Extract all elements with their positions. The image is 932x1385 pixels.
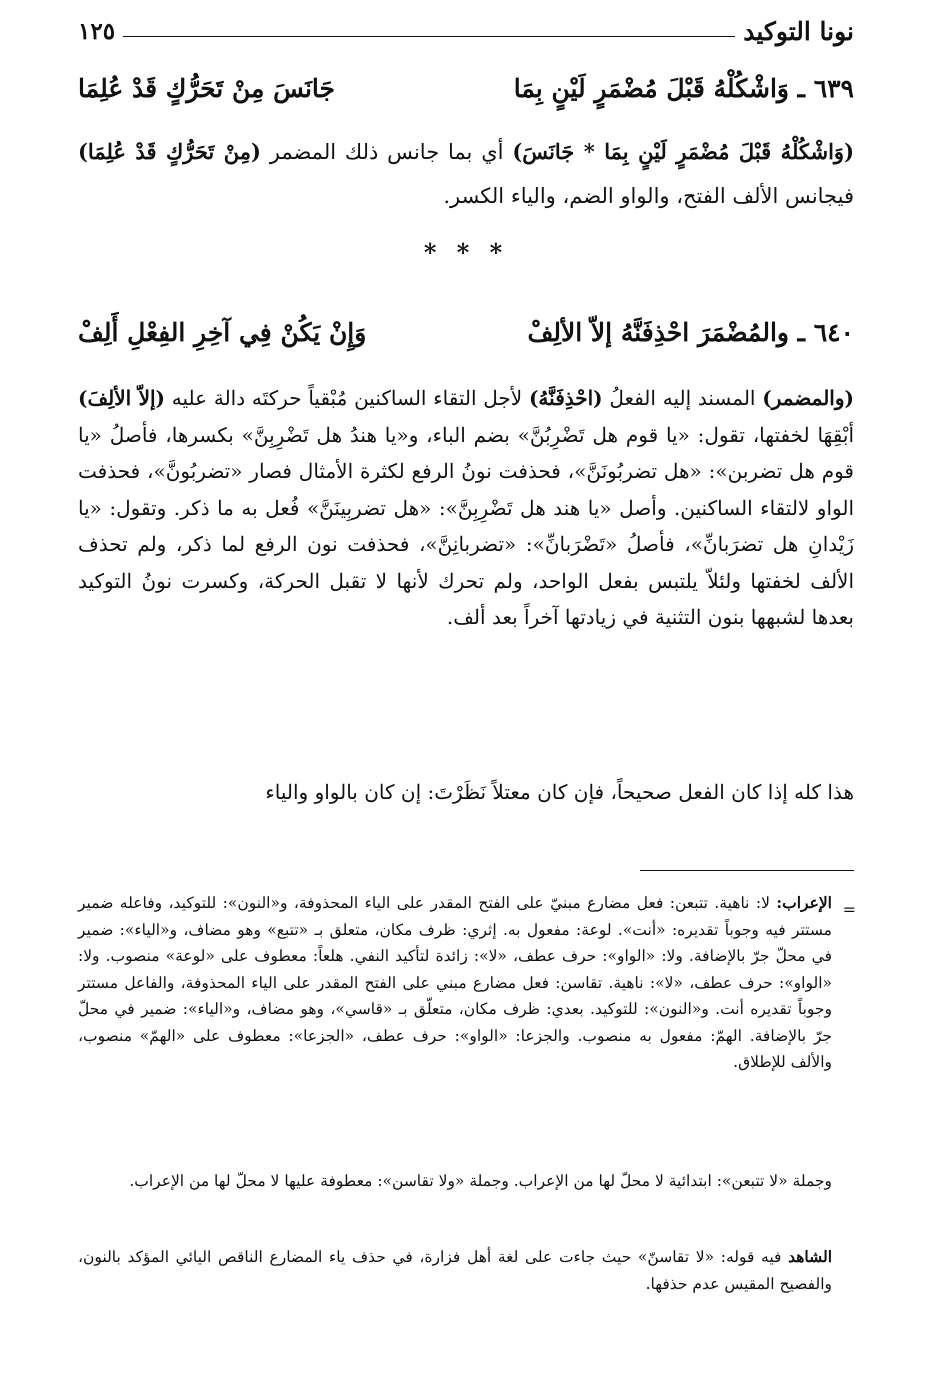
verse-640-second-hemistich: وَإِنْ يَكُنْ فِي آخِرِ الفِعْلِ أَلِفْ [78,317,367,347]
verse-639-second-hemistich: جَانَسَ مِنْ تَحَرُّكٍ قَدْ عُلِمَا [78,73,335,103]
commentary-640 [78,380,854,636]
commentary-639-quote: (مِنْ تَحَرُّكٍ قَدْ عُلِمَا) [78,139,261,164]
commentary-639 [78,130,854,218]
footnote-shahid-label: الشاهد [788,1247,832,1266]
footnote-shahid [78,1244,832,1297]
commentary-640-t2: لأجل التقاء الساكنين مُبْقياً حركتَه دالة عليه [165,386,529,410]
chapter-title: نونا التوكيد [743,16,854,46]
page-number: ١٢٥ [78,17,116,45]
commentary-639-lead: (وَاشْكُلْهُ قَبْلَ مُضْمَرٍ لَيْنٍ بِمَا * جَانَسَ) [512,139,855,164]
verse-639 [78,66,854,110]
header-rule [123,36,735,37]
commentary-640-q1: (احْذِفَنَّهُ) [528,386,603,410]
commentary-640-t1: المسند إليه الفعلُ [602,386,763,410]
commentary-640-t3: أبْقِهَا لخفتها، تقول: «يا قوم هل تَضْرِبُنَّ» بضم الباء، و«يا هندُ هل تَضْرِبِنَّ» بكسرها، فأصلُ «يا قوم هل تضربن»: «هل تضربُونَنَّ»، فحذفت نونُ الرفع لكثرة الأمثال فصار «تضربُونَّ»، فحذفت الواو لالتقاء الساكنين. وأصل «يا هند هل تَضْرِبِنَّ»: «هل تضربِينَنَّ» فُعل به ما ذكر. وتقول: «يا زَيْدانِ هل تضرَبانِّ»، فأصلُ «تَضْرَبانِّ»: «تضربانِنَّ»، فحذفت نون الرفع لما ذكر، ولم تحذف الألف لخفتها ولئلاّ يلتبس بفعل الواحد، ولم تحرك لأنها لا تقبل الحركة، وكسرت نونُ التوكيد بعدها لشبهها بنون التثنية في زيادتها آخراً بعد ألف. [78,422,854,629]
footnote-shahid-text: فيه قوله: «لا تقاسنّ» حيث جاءت على لغة أهل فزارة، في حذف ياء المضارع الناقص اليائي المؤكد بالنون، والفصيح المقيس عدم حذفها. [78,1248,832,1293]
commentary-639-text2: فيجانس الألف الفتح، والواو الضم، والياء الكسر. [443,184,854,208]
commentary-639-text1: أي بما جانس ذلك المضمر [260,140,513,164]
commentary-next-text: هذا كله إذا كان الفعل صحيحاً، فإن كان معتلاً نَظَرْتَ: إن كان بالواو والياء [265,780,854,804]
footnote-irab-text: لا: ناهية. تتبعن: فعل مضارع مبنيّ على الفتح المقدر على الياء المحذوفة، و«النون»: للتوكيد، وفاعله ضمير مستتر فيه وجوباً تقديره: «أنت». لوعة: مفعول به. إثري: ظرف مكان، متعلق بـ «تتبع» وهو مضاف، و«الياء»: ضمير في محلّ جرّ بالإضافة. ولا: «الواو»: حرف عطف، «لا»: زائدة لتأكيد النفي. هلعاً: معطوف على «لوعة» منصوب. ولا: «الواو»: حرف عطف، «لا»: ناهية. تقاسن: فعل مضارع مبني على الفتح المقدر على الياء المحذوفة، والفاعل مستتر وجوباً تقديره أنت. و«النون»: للتوكيد. بعدي: ظرف مكان، متعلّق بـ «قاسي»، وهو مضاف، و«الياء»: ضمير في محلّ جرّ بالإضافة. الهمّ: مفعول به منصوب. والجزعا: «الواو»: حرف عطف، «الجزعا»: معطوف على «الهمّ» منصوب، والألف للإطلاق. [78,894,832,1071]
section-separator: * * * [423,238,509,267]
footnote-irab [78,890,832,1076]
running-header [78,14,854,48]
verse-639-first-hemistich: ٦٣٩ ـ وَاشْكُلْهُ قَبْلَ مُضْمَرٍ لَيْنٍ بِمَا [513,73,854,103]
commentary-640-q2: (إلاّ الألِفَ) [78,386,166,410]
verse-640 [78,310,854,354]
verse-640-first-hemistich: ٦٤٠ ـ والمُضْمَرَ احْذِفَنَّهُ إلاّ الألِفْ [527,317,854,347]
footnote-jumla [78,1168,832,1195]
commentary-640-lead: (والمضمر) [762,386,854,410]
footnote-rule [640,870,854,871]
footnote-jumla-text: وجملة «لا تتبعن»: ابتدائية لا محلّ لها من الإعراب. وجملة «ولا تقاسن»: معطوفة عليها لا محلّ لها من الإعراب. [129,1172,832,1190]
footnote-irab-label: الإعراب: [776,893,832,912]
commentary-next [78,774,854,812]
footnote-continuation-mark: = [842,900,856,919]
